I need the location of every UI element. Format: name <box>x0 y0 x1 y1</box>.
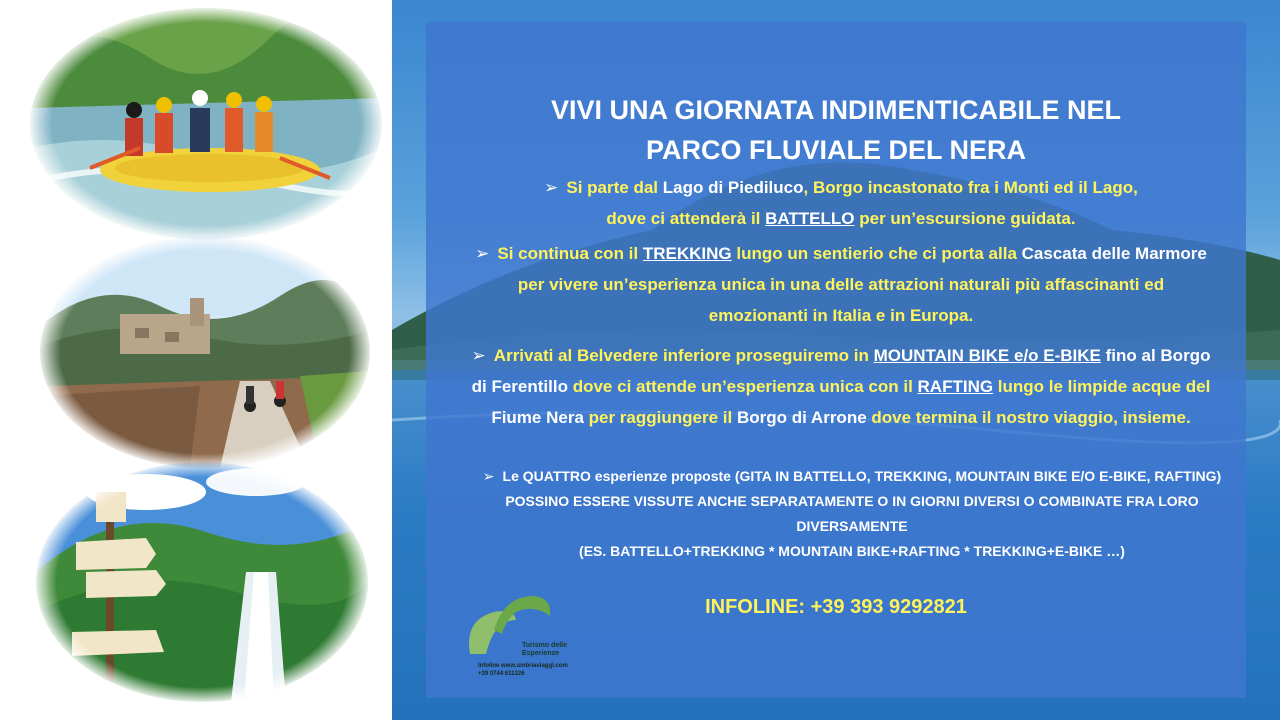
text-segment: Si parte dal <box>566 178 663 197</box>
logo-name <box>522 642 567 658</box>
arrow-bullet-icon: ➢ <box>475 244 490 263</box>
text-segment: (ES. BATTELLO+TREKKING * MOUNTAIN BIKE+RAFTING * TREKKING+E-BIKE …) <box>579 543 1125 559</box>
arrow-bullet-icon: ➢ <box>471 346 486 365</box>
text-segment: BATTELLO <box>765 209 855 228</box>
text-segment: , Borgo incastonato fra i Monti ed il Lago, <box>803 178 1138 197</box>
photo-column <box>0 0 392 720</box>
rafting-photo <box>30 8 382 240</box>
text-segment: per un’escursione guidata. <box>854 209 1076 228</box>
text-segment: MOUNTAIN BIKE e/o E-BIKE <box>873 346 1101 365</box>
bullet-mountain-bike-rafting <box>466 340 1216 433</box>
cascata-photo <box>36 462 368 702</box>
text-segment: Cascata delle Marmore <box>1021 244 1207 263</box>
logo-info-line: Infoline www.umbriaviaggi.com <box>478 663 568 669</box>
text-segment: lungo le limpide acque del <box>993 377 1211 396</box>
bullet-battello <box>466 172 1216 234</box>
text-segment: dove termina il nostro viaggio, insieme. <box>866 408 1191 427</box>
text-segment: Borgo di Arrone <box>736 408 867 427</box>
arrow-bullet-icon: ➢ <box>482 468 495 484</box>
text-segment: fino al <box>1100 346 1161 365</box>
text-segment: TREKKING <box>642 244 732 263</box>
logo-info <box>478 662 568 678</box>
arrow-bullet-icon: ➢ <box>544 178 559 197</box>
text-segment: RAFTING <box>917 377 994 396</box>
bullet-quattro-esperienze <box>482 464 1222 564</box>
text-segment: Fiume Nera <box>491 408 584 427</box>
text-segment: lungo un sentierio che ci porta alla <box>731 244 1022 263</box>
bullet-trekking <box>466 238 1216 331</box>
title-line-2: PARCO FLUVIALE DEL NERA <box>645 135 1027 165</box>
page-title <box>426 90 1246 170</box>
text-segment: dove ci attende un’esperienza unica con il <box>567 377 918 396</box>
borgo-bike-photo <box>40 236 370 468</box>
text-segment: Si continua con il <box>497 244 643 263</box>
info-panel <box>426 22 1246 698</box>
text-segment: per raggiungere il <box>583 408 737 427</box>
text-segment: dove ci attenderà il <box>606 209 766 228</box>
text-segment: Borgo di Ferentillo <box>471 346 1211 396</box>
logo-info-line: +39 0744 611326 <box>478 671 525 677</box>
text-segment: Lago di Piediluco <box>662 178 804 197</box>
logo <box>464 590 604 686</box>
text-segment: Le QUATTRO esperienze proposte (GITA IN BATTELLO, TREKKING, MOUNTAIN BIKE E/O E-BIKE, RAFTING) POSSINO ESSERE VISSUTE ANCHE SEPARATAMENTE O IN GIORNI DIVERSI O COMBINATE FRA LORO DIVERSAMENTE <box>502 468 1222 534</box>
text-segment: per vivere un’esperienza unica in una delle attrazioni naturali più affascinanti ed emozionanti in Italia e in Europa. <box>517 275 1165 325</box>
logo-name-line: Turismo delle <box>522 642 567 649</box>
title-line-1: VIVI UNA GIORNATA INDIMENTICABILE NEL <box>551 95 1121 125</box>
logo-name-line: Esperienze <box>522 650 559 657</box>
text-segment: Arrivati al Belvedere inferiore proseguiremo in <box>493 346 874 365</box>
infoline-phone: INFOLINE: +39 393 9292821 <box>705 596 967 618</box>
